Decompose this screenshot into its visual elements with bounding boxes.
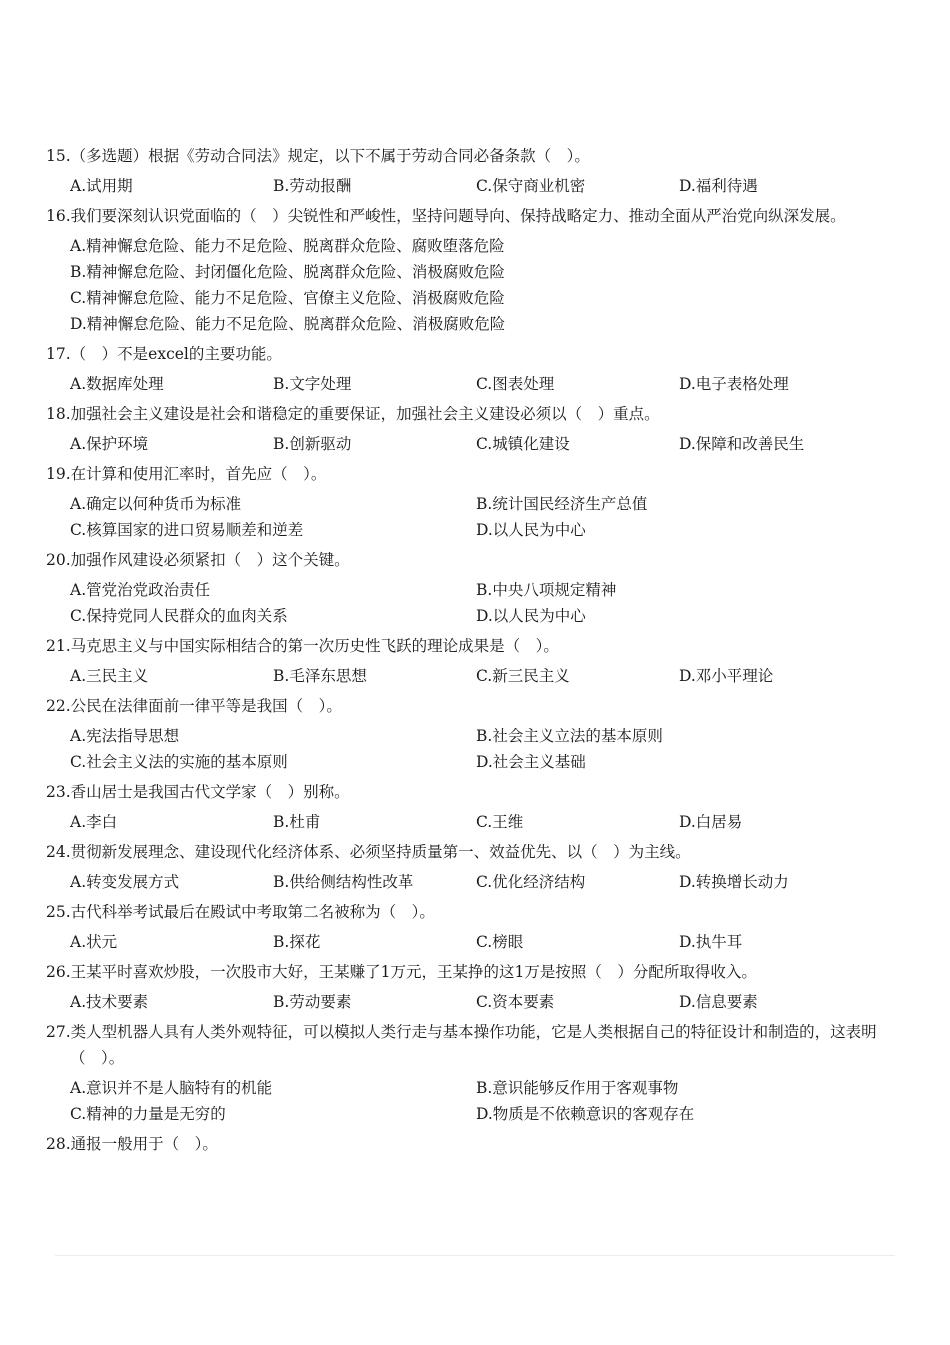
- option-d: D.转换增长动力: [679, 873, 789, 891]
- question-stem: [46, 401, 886, 427]
- option-d: D.物质是不依赖意识的客观存在: [476, 1105, 695, 1123]
- question-27: [46, 1019, 886, 1127]
- option-b: B.劳动要素: [273, 993, 352, 1011]
- option-a: A.转变发展方式: [70, 873, 180, 891]
- option-d: D.白居易: [679, 813, 743, 831]
- question-22: [46, 693, 886, 775]
- question-stem: [46, 693, 886, 719]
- option-list: [46, 869, 886, 895]
- question-text: 香山居士是我国古代文学家（ ）别称。: [70, 783, 350, 801]
- option-a: A.管党治党政治责任: [70, 581, 211, 599]
- option-d: D.执牛耳: [679, 933, 743, 951]
- option-a: A.宪法指导思想: [70, 727, 180, 745]
- question-text: 类人型机器人具有人类外观特征，可以模拟人类行走与基本操作功能，它是人类根据自己的特征设计和制造的，这表明（ ）。: [70, 1023, 877, 1067]
- question-number: 26.: [46, 963, 71, 981]
- option-b: B.探花: [273, 933, 321, 951]
- option-b: B.文字处理: [273, 375, 352, 393]
- option-b: B.劳动报酬: [273, 177, 352, 195]
- question-21: [46, 633, 886, 689]
- option-d: D.福利待遇: [679, 177, 758, 195]
- option-list: [46, 723, 886, 775]
- footer-divider: [55, 1255, 895, 1256]
- option-c: C.资本要素: [476, 993, 555, 1011]
- option-list: [46, 1075, 886, 1127]
- option-list: [46, 233, 886, 337]
- question-text: 加强社会主义建设是社会和谐稳定的重要保证，加强社会主义建设必须以（ ）重点。: [70, 405, 660, 423]
- option-a: A.保护环境: [70, 435, 149, 453]
- option-c: C.核算国家的进口贸易顺差和逆差: [70, 521, 304, 539]
- option-c: C.新三民主义: [476, 667, 570, 685]
- option-a: A.技术要素: [70, 993, 149, 1011]
- question-number: 19.: [46, 465, 71, 483]
- option-a: A.意识并不是人脑特有的机能: [70, 1079, 273, 1097]
- option-c: C.保守商业机密: [476, 177, 586, 195]
- option-a: A.状元: [70, 933, 118, 951]
- option-a: A.李白: [70, 813, 118, 831]
- question-text: （ ）不是excel的主要功能。: [70, 345, 282, 363]
- option-a: A.数据库处理: [70, 375, 164, 393]
- question-text: 我们要深刻认识党面临的（ ）尖锐性和严峻性，坚持问题导向、保持战略定力、推动全面从严治党向纵深发展。: [70, 207, 846, 225]
- option-c: C.优化经济结构: [476, 873, 586, 891]
- question-number: 22.: [46, 697, 71, 715]
- option-d: D.精神懈怠危险、能力不足危险、脱离群众危险、消极腐败危险: [70, 315, 506, 333]
- question-stem: [46, 1019, 886, 1071]
- question-text: 通报一般用于（ ）。: [70, 1135, 218, 1153]
- option-list: [46, 989, 886, 1015]
- option-c: C.精神的力量是无穷的: [70, 1105, 226, 1123]
- option-b: B.杜甫: [273, 813, 321, 831]
- option-a: A.确定以何种货币为标准: [70, 495, 242, 513]
- option-c: C.城镇化建设: [476, 435, 570, 453]
- option-b: B.供给侧结构性改革: [273, 873, 414, 891]
- option-c: C.精神懈怠危险、能力不足危险、官僚主义危险、消极腐败危险: [70, 289, 505, 307]
- option-list: [46, 431, 886, 457]
- option-b: B.精神懈怠危险、封闭僵化危险、脱离群众危险、消极腐败危险: [70, 263, 505, 281]
- option-list: [46, 809, 886, 835]
- option-a: A.精神懈怠危险、能力不足危险、脱离群众危险、腐败堕落危险: [70, 237, 505, 255]
- option-d: D.邓小平理论: [679, 667, 774, 685]
- question-number: 21.: [46, 637, 71, 655]
- option-d: D.以人民为中心: [476, 607, 586, 625]
- question-23: [46, 779, 886, 835]
- question-number: 16.: [46, 207, 71, 225]
- question-19: [46, 461, 886, 543]
- question-text: （多选题）根据《劳动合同法》规定，以下不属于劳动合同必备条款（ ）。: [70, 147, 590, 165]
- option-c: C.图表处理: [476, 375, 555, 393]
- question-18: [46, 401, 886, 457]
- option-list: [46, 491, 886, 543]
- option-c: C.社会主义法的实施的基本原则: [70, 753, 288, 771]
- question-number: 27.: [46, 1023, 71, 1041]
- question-number: 28.: [46, 1135, 71, 1153]
- option-c: C.保持党同人民群众的血肉关系: [70, 607, 288, 625]
- question-number: 23.: [46, 783, 71, 801]
- option-a: A.三民主义: [70, 667, 149, 685]
- question-24: [46, 839, 886, 895]
- question-17: [46, 341, 886, 397]
- question-stem: [46, 1131, 886, 1157]
- question-text: 公民在法律面前一律平等是我国（ ）。: [70, 697, 342, 715]
- question-text: 贯彻新发展理念、建设现代化经济体系、必须坚持质量第一、效益优先、以（ ）为主线。: [70, 843, 691, 861]
- question-stem: [46, 143, 886, 169]
- option-list: [46, 577, 886, 629]
- question-stem: [46, 839, 886, 865]
- option-d: D.信息要素: [679, 993, 758, 1011]
- option-c: C.王维: [476, 813, 524, 831]
- question-stem: [46, 899, 886, 925]
- question-number: 18.: [46, 405, 71, 423]
- question-16: [46, 203, 886, 337]
- question-text: 在计算和使用汇率时，首先应（ ）。: [70, 465, 327, 483]
- question-number: 17.: [46, 345, 71, 363]
- question-stem: [46, 461, 886, 487]
- option-b: B.毛泽东思想: [273, 667, 367, 685]
- question-28: [46, 1131, 886, 1157]
- question-text: 古代科举考试最后在殿试中考取第二名被称为（ ）。: [70, 903, 435, 921]
- option-d: D.社会主义基础: [476, 753, 586, 771]
- option-b: B.创新驱动: [273, 435, 352, 453]
- option-b: B.统计国民经济生产总值: [476, 495, 648, 513]
- question-list: [46, 143, 886, 1161]
- question-stem: [46, 779, 886, 805]
- question-number: 24.: [46, 843, 71, 861]
- option-list: [46, 929, 886, 955]
- question-15: [46, 143, 886, 199]
- question-text: 加强作风建设必须紧扣（ ）这个关键。: [70, 551, 350, 569]
- option-b: B.意识能够反作用于客观事物: [476, 1079, 679, 1097]
- option-d: D.电子表格处理: [679, 375, 789, 393]
- option-list: [46, 371, 886, 397]
- option-list: [46, 173, 886, 199]
- option-d: D.以人民为中心: [476, 521, 586, 539]
- question-stem: [46, 959, 886, 985]
- question-text: 马克思主义与中国实际相结合的第一次历史性飞跃的理论成果是（ ）。: [70, 637, 559, 655]
- question-stem: [46, 633, 886, 659]
- option-b: B.社会主义立法的基本原则: [476, 727, 663, 745]
- question-stem: [46, 547, 886, 573]
- question-text: 王某平时喜欢炒股，一次股市大好，王某赚了1万元，王某挣的这1万是按照（ ）分配所取得收入。: [70, 963, 757, 981]
- option-b: B.中央八项规定精神: [476, 581, 617, 599]
- question-25: [46, 899, 886, 955]
- question-number: 25.: [46, 903, 71, 921]
- option-c: C.榜眼: [476, 933, 524, 951]
- question-number: 20.: [46, 551, 71, 569]
- option-list: [46, 663, 886, 689]
- option-a: A.试用期: [70, 177, 133, 195]
- option-d: D.保障和改善民生: [679, 435, 805, 453]
- question-26: [46, 959, 886, 1015]
- question-stem: [46, 203, 886, 229]
- question-stem: [46, 341, 886, 367]
- question-20: [46, 547, 886, 629]
- question-number: 15.: [46, 147, 71, 165]
